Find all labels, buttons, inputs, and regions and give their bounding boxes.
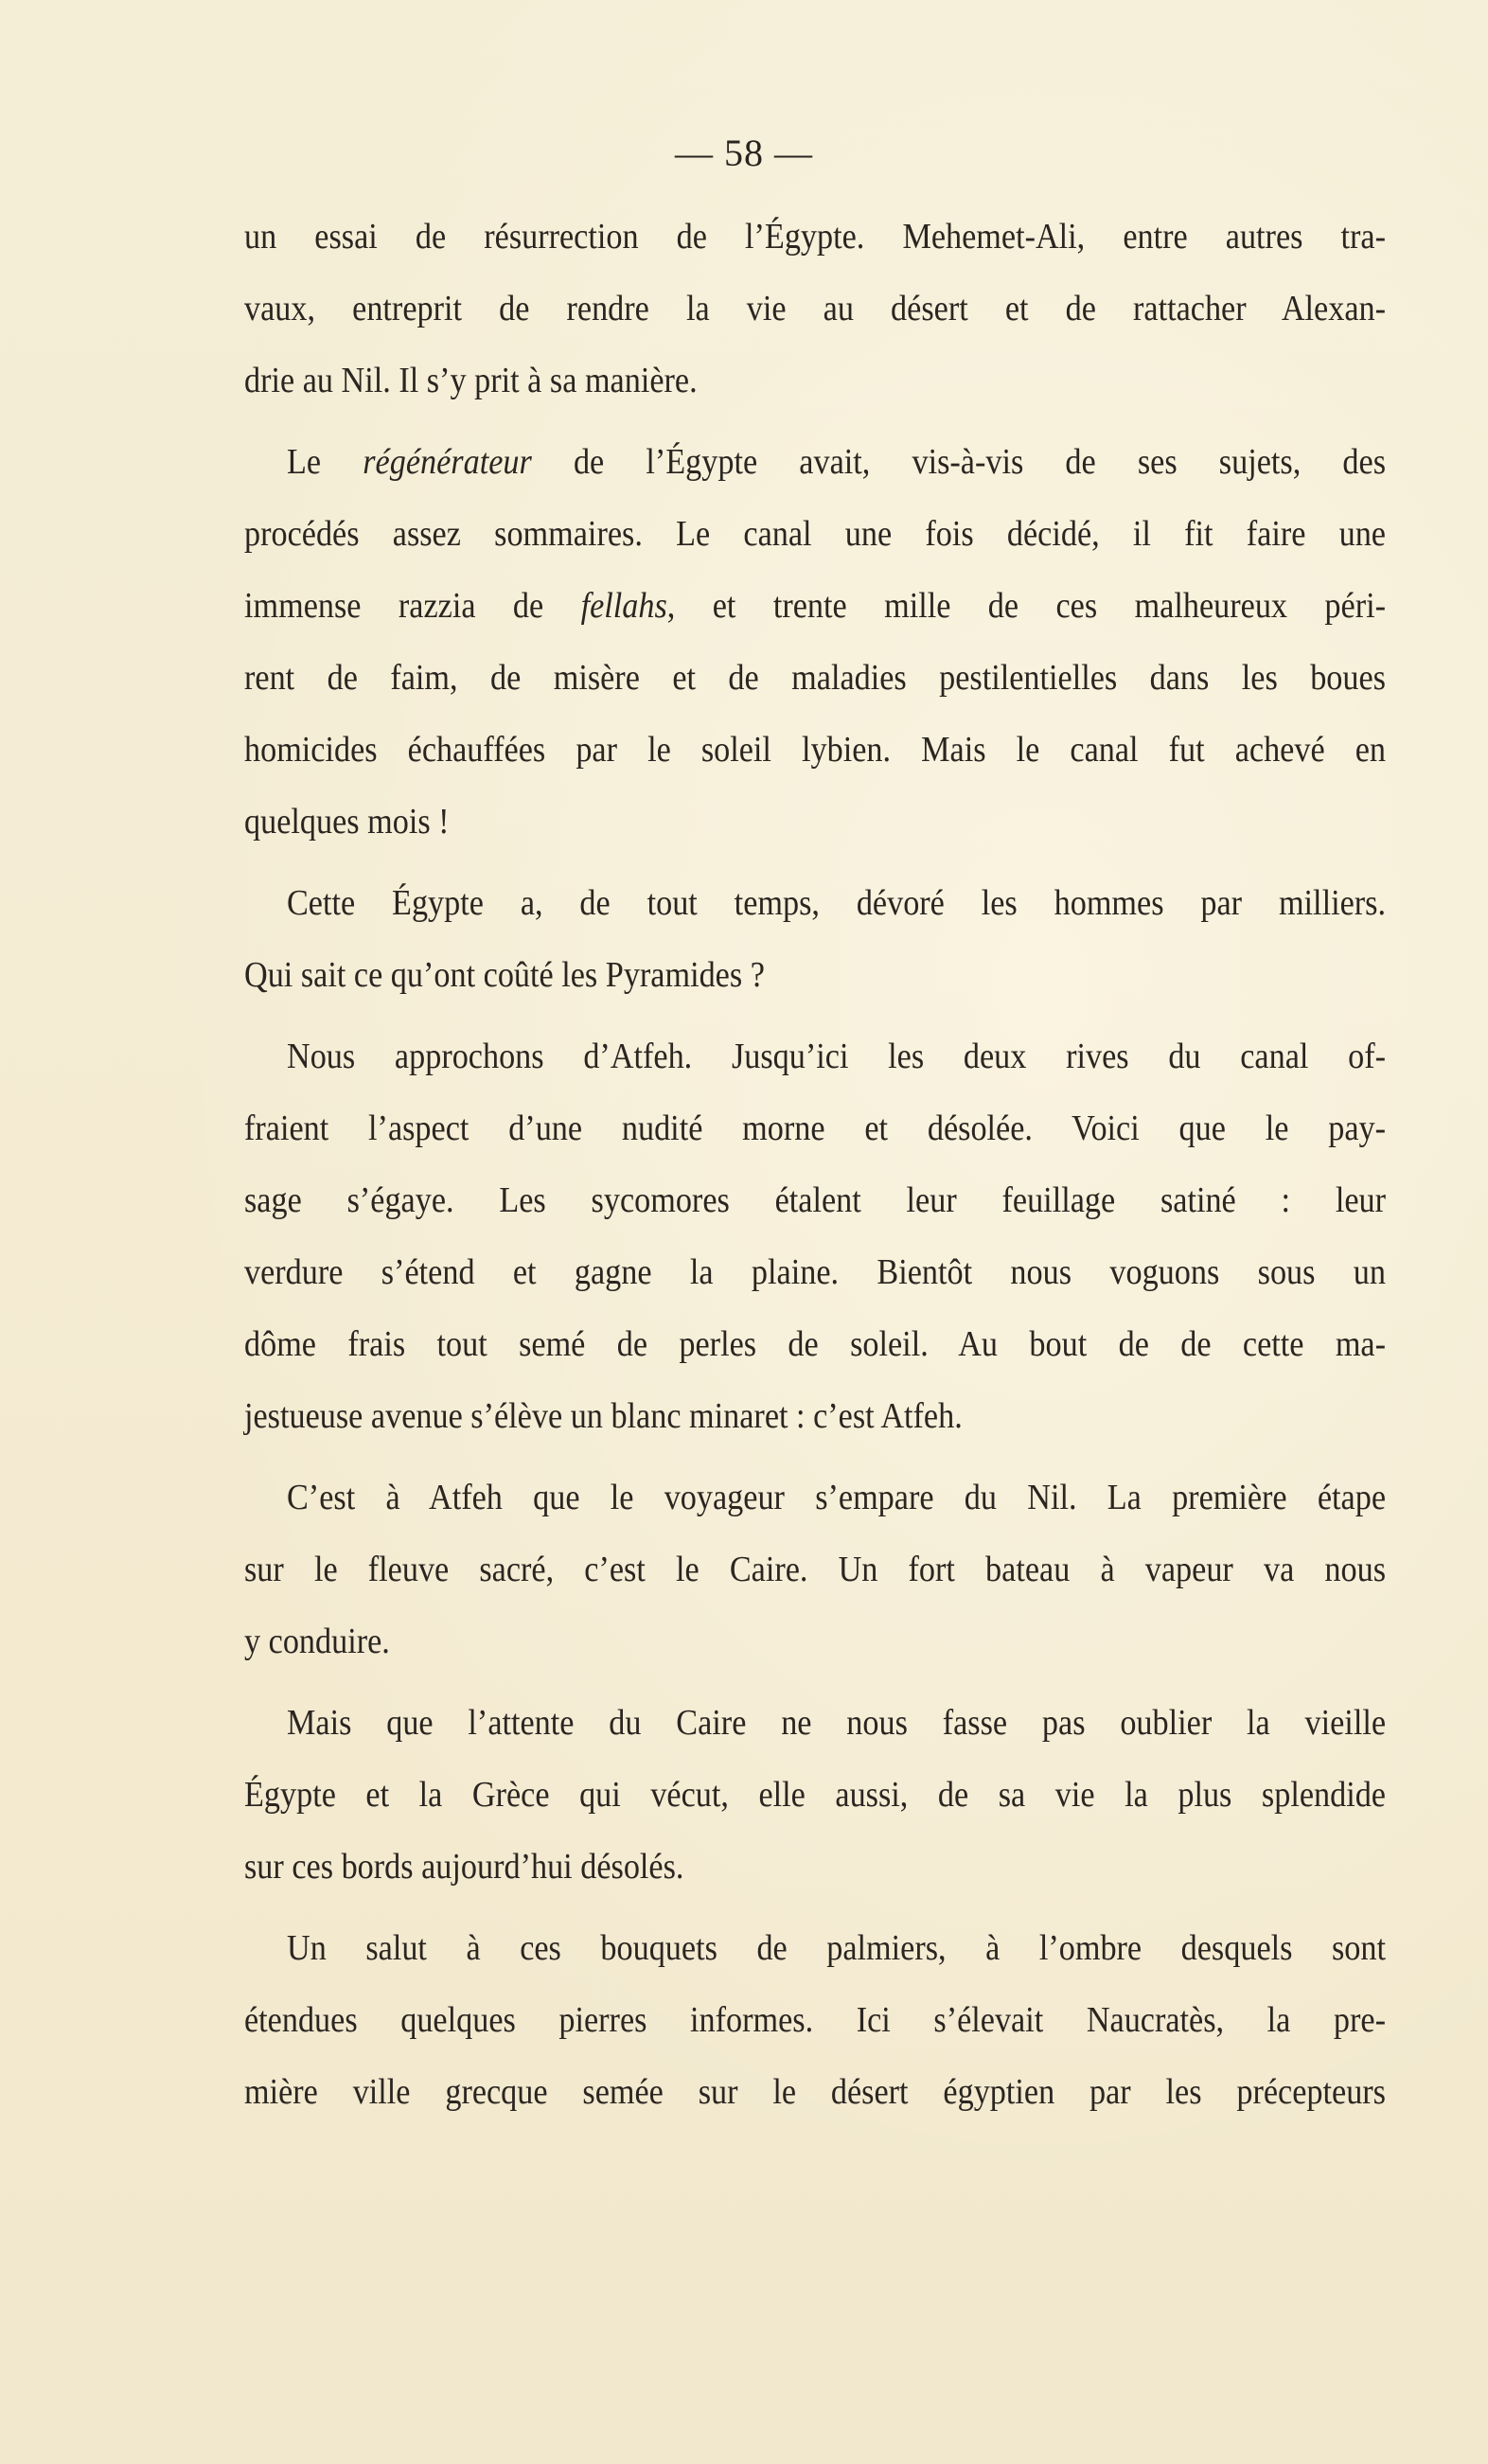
text-segment: Le	[287, 442, 363, 482]
text-line: vaux, entreprit de rendre la vie au désert et de rattacher Alexan-	[244, 289, 1386, 328]
text-line: verdure s’étend et gagne la plaine. Bientôt nous voguons sous un	[244, 1252, 1386, 1292]
text-line: fraient l’aspect d’une nudité morne et désolée. Voici que le pay-	[244, 1108, 1386, 1148]
italic-term: régénérateur	[363, 442, 532, 482]
text-segment: quelques mois !	[244, 802, 450, 842]
text-line	[244, 498, 1386, 570]
body-text	[244, 201, 1387, 2137]
text-line: Égypte et la Grèce qui vécut, elle aussi, de sa vie la plus splendide	[244, 1775, 1386, 1815]
text-segment: rent de faim, de misère et de maladies pestilentielles dans les boues	[244, 658, 1386, 698]
text-segment: , et trente mille de ces malheureux péri-	[666, 586, 1386, 626]
paragraph-1	[244, 201, 1386, 417]
paragraph-4	[244, 1020, 1386, 1452]
text-line: C’est à Atfeh que le voyageur s’empare du Nil. La première étape	[287, 1478, 1386, 1517]
text-segment: de l’Égypte avait, vis-à-vis de ses sujets, des	[531, 442, 1387, 482]
text-line: Mais que l’attente du Caire ne nous fasse pas oublier la vieille	[287, 1703, 1386, 1743]
text-line: Nous approchons d’Atfeh. Jusqu’ici les deux rives du canal of-	[287, 1037, 1386, 1076]
text-line	[244, 642, 1386, 714]
text-segment: procédés assez sommaires. Le canal une fois décidé, il fit faire une	[244, 514, 1386, 554]
text-line: y conduire.	[244, 1622, 390, 1661]
text-line: un essai de résurrection de l’Égypte. Mehemet-Ali, entre autres tra-	[244, 217, 1386, 257]
text-line: étendues quelques pierres informes. Ici s’élevait Naucratès, la pre-	[244, 2000, 1386, 2040]
text-line	[244, 426, 1386, 498]
text-line: Cette Égypte a, de tout temps, dévoré les hommes par milliers.	[287, 883, 1386, 923]
text-line: sur ces bords aujourd’hui désolés.	[244, 1847, 684, 1887]
text-segment: homicides échauffées par le soleil lybien. Mais le canal fut achevé en	[244, 730, 1386, 770]
text-segment: immense razzia de	[244, 586, 581, 626]
text-line: mière ville grecque semée sur le désert égyptien par les précepteurs	[244, 2072, 1386, 2112]
text-line: sur le fleuve sacré, c’est le Caire. Un fort bateau à vapeur va nous	[244, 1550, 1386, 1589]
paragraph-6	[244, 1687, 1386, 1903]
text-line: Un salut à ces bouquets de palmiers, à l’ombre desquels sont	[287, 1928, 1386, 1968]
text-line	[244, 786, 1386, 858]
paragraph-7	[244, 1912, 1386, 2128]
paragraph-2	[244, 426, 1386, 858]
text-line: jestueuse avenue s’élève un blanc minaret : c’est Atfeh.	[244, 1396, 963, 1436]
text-line	[244, 570, 1386, 642]
text-line	[244, 714, 1386, 786]
page-number: — 58 —	[675, 132, 813, 174]
paragraph-3	[244, 867, 1386, 1011]
text-line: Qui sait ce qu’ont coûté les Pyramides ?	[244, 955, 765, 995]
italic-term: fellahs	[580, 586, 667, 626]
paragraph-5	[244, 1462, 1386, 1677]
text-line: sage s’égaye. Les sycomores étalent leur feuillage satiné : leur	[244, 1180, 1386, 1220]
text-line: dôme frais tout semé de perles de soleil. Au bout de de cette ma-	[244, 1324, 1386, 1364]
text-line: drie au Nil. Il s’y prit à sa manière.	[244, 361, 698, 400]
